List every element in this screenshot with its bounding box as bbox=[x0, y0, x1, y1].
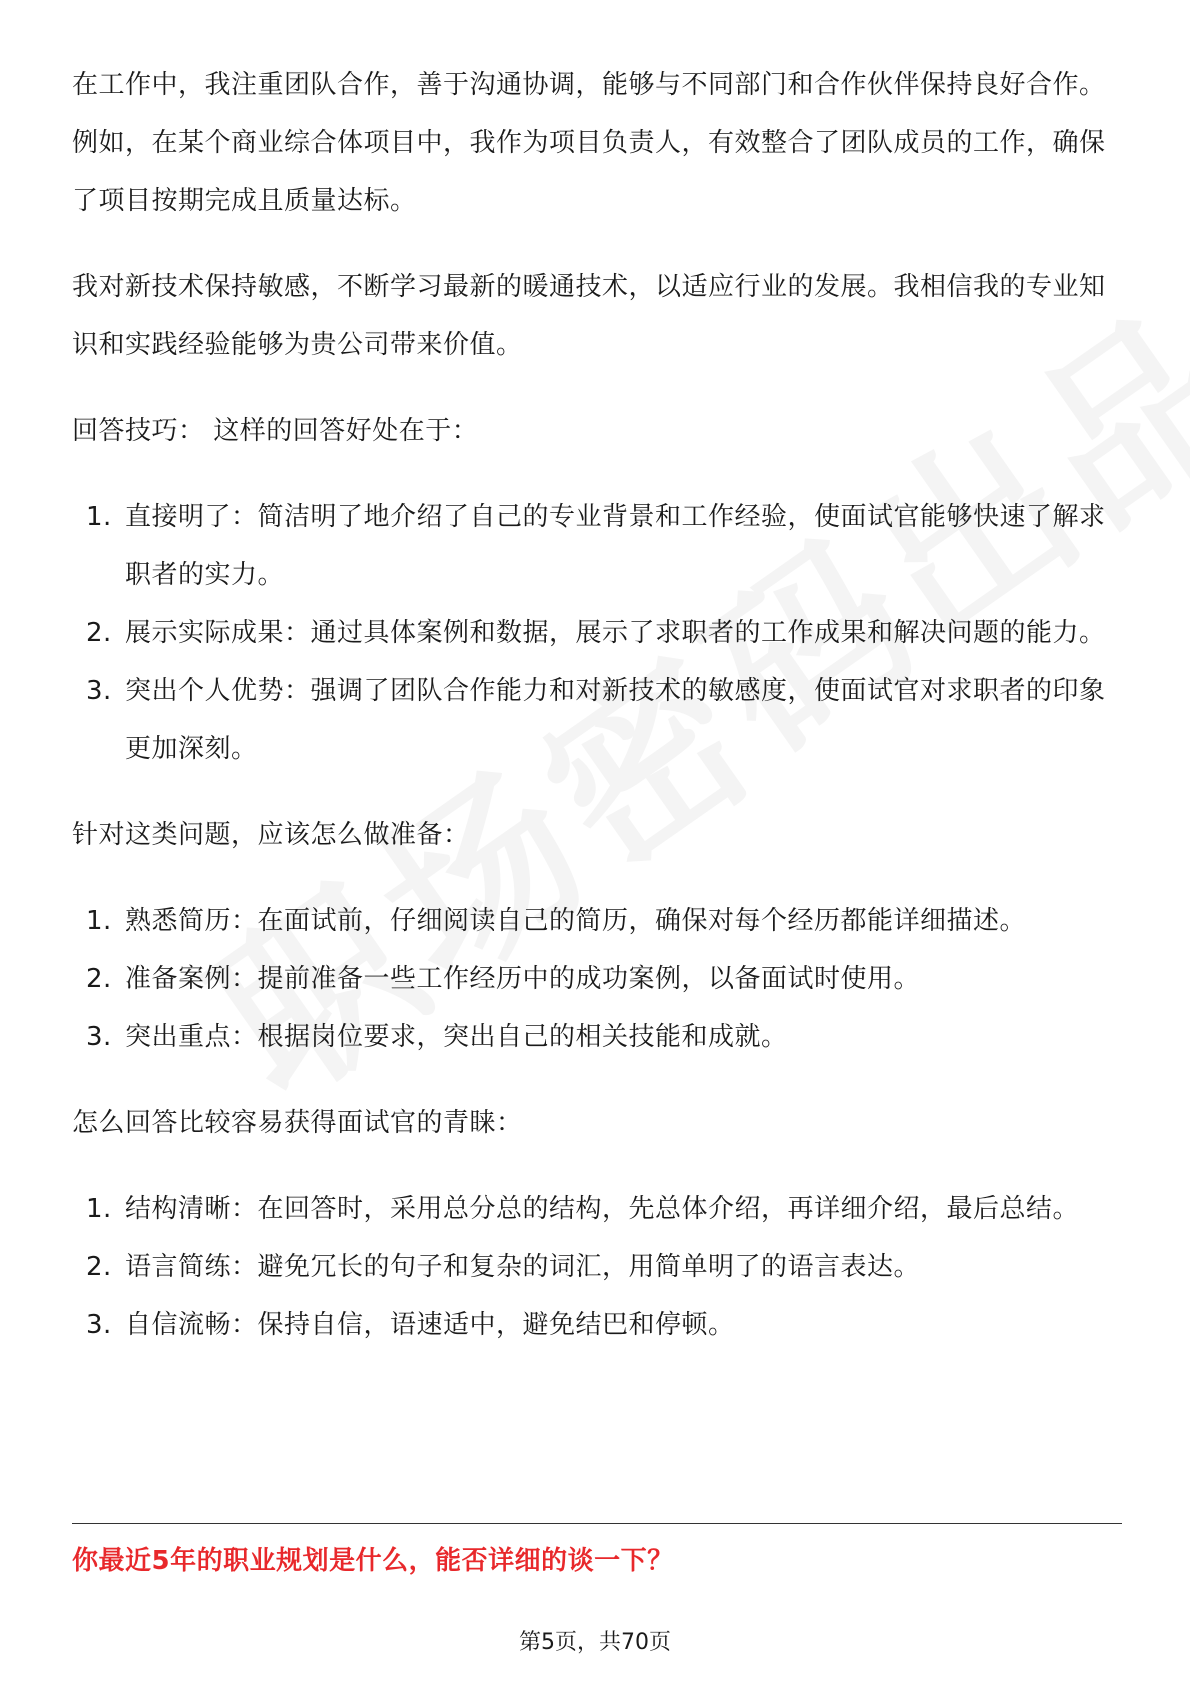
paragraph-new-tech: 我对新技术保持敏感，不断学习最新的暖通技术，以适应行业的发展。我相信我的专业知识和实践经验能够为贵公司带来价值。 bbox=[72, 272, 1106, 360]
list-number: 1. bbox=[86, 1194, 112, 1224]
list-item-text: 突出重点：根据岗位要求，突出自己的相关技能和成就。 bbox=[125, 1022, 788, 1052]
list-number: 2. bbox=[86, 964, 112, 994]
list-item bbox=[72, 1296, 1122, 1354]
list-item-text: 结构清晰：在回答时，采用总分总的结构，先总体介绍，再详细介绍，最后总结。 bbox=[125, 1194, 1080, 1224]
section-heading-preparation: 针对这类问题，应该怎么做准备： bbox=[72, 820, 470, 850]
list-item bbox=[72, 1238, 1122, 1296]
tips-list bbox=[72, 488, 1122, 778]
list-number: 1. bbox=[86, 906, 112, 936]
next-question-title: 你最近5年的职业规划是什么，能否详细的谈一下？ bbox=[72, 1546, 674, 1576]
list-item bbox=[72, 950, 1122, 1008]
section-divider bbox=[72, 1523, 1122, 1524]
preparation-list bbox=[72, 892, 1122, 1066]
list-item-text: 语言简练：避免冗长的句子和复杂的词汇，用简单明了的语言表达。 bbox=[125, 1252, 921, 1282]
list-item-text: 熟悉简历：在面试前，仔细阅读自己的简历，确保对每个经历都能详细描述。 bbox=[125, 906, 1027, 936]
page-footer: 第5页，共70页 bbox=[519, 1630, 671, 1655]
list-item bbox=[72, 662, 1122, 778]
paragraph-teamwork: 在工作中，我注重团队合作，善于沟通协调，能够与不同部门和合作伙伴保持良好合作。例如，在某个商业综合体项目中，我作为项目负责人，有效整合了团队成员的工作，确保了项目按期完成且质量达标。 bbox=[72, 70, 1106, 216]
list-item bbox=[72, 604, 1122, 662]
list-number: 2. bbox=[86, 618, 112, 648]
list-item-text: 准备案例：提前准备一些工作经历中的成功案例，以备面试时使用。 bbox=[125, 964, 921, 994]
section-heading-favor: 怎么回答比较容易获得面试官的青睐： bbox=[72, 1108, 523, 1138]
list-number: 2. bbox=[86, 1252, 112, 1282]
list-number: 3. bbox=[86, 1022, 112, 1052]
list-item-text: 突出个人优势：强调了团队合作能力和对新技术的敏感度，使面试官对求职者的印象更加深刻。 bbox=[125, 676, 1106, 764]
list-number: 3. bbox=[86, 1310, 112, 1340]
list-item bbox=[72, 1008, 1122, 1066]
list-item bbox=[72, 1180, 1122, 1238]
list-number: 3. bbox=[86, 676, 112, 706]
list-item bbox=[72, 892, 1122, 950]
document-body bbox=[72, 56, 1122, 1382]
list-number: 1. bbox=[86, 502, 112, 532]
list-item bbox=[72, 488, 1122, 604]
favor-list bbox=[72, 1180, 1122, 1354]
list-item-text: 自信流畅：保持自信，语速适中，避免结巴和停顿。 bbox=[125, 1310, 735, 1340]
list-item-text: 展示实际成果：通过具体案例和数据，展示了求职者的工作成果和解决问题的能力。 bbox=[125, 618, 1106, 648]
list-item-text: 直接明了：简洁明了地介绍了自己的专业背景和工作经验，使面试官能够快速了解求职者的实力。 bbox=[125, 502, 1106, 590]
section-heading-tips: 回答技巧： 这样的回答好处在于： bbox=[72, 416, 479, 446]
